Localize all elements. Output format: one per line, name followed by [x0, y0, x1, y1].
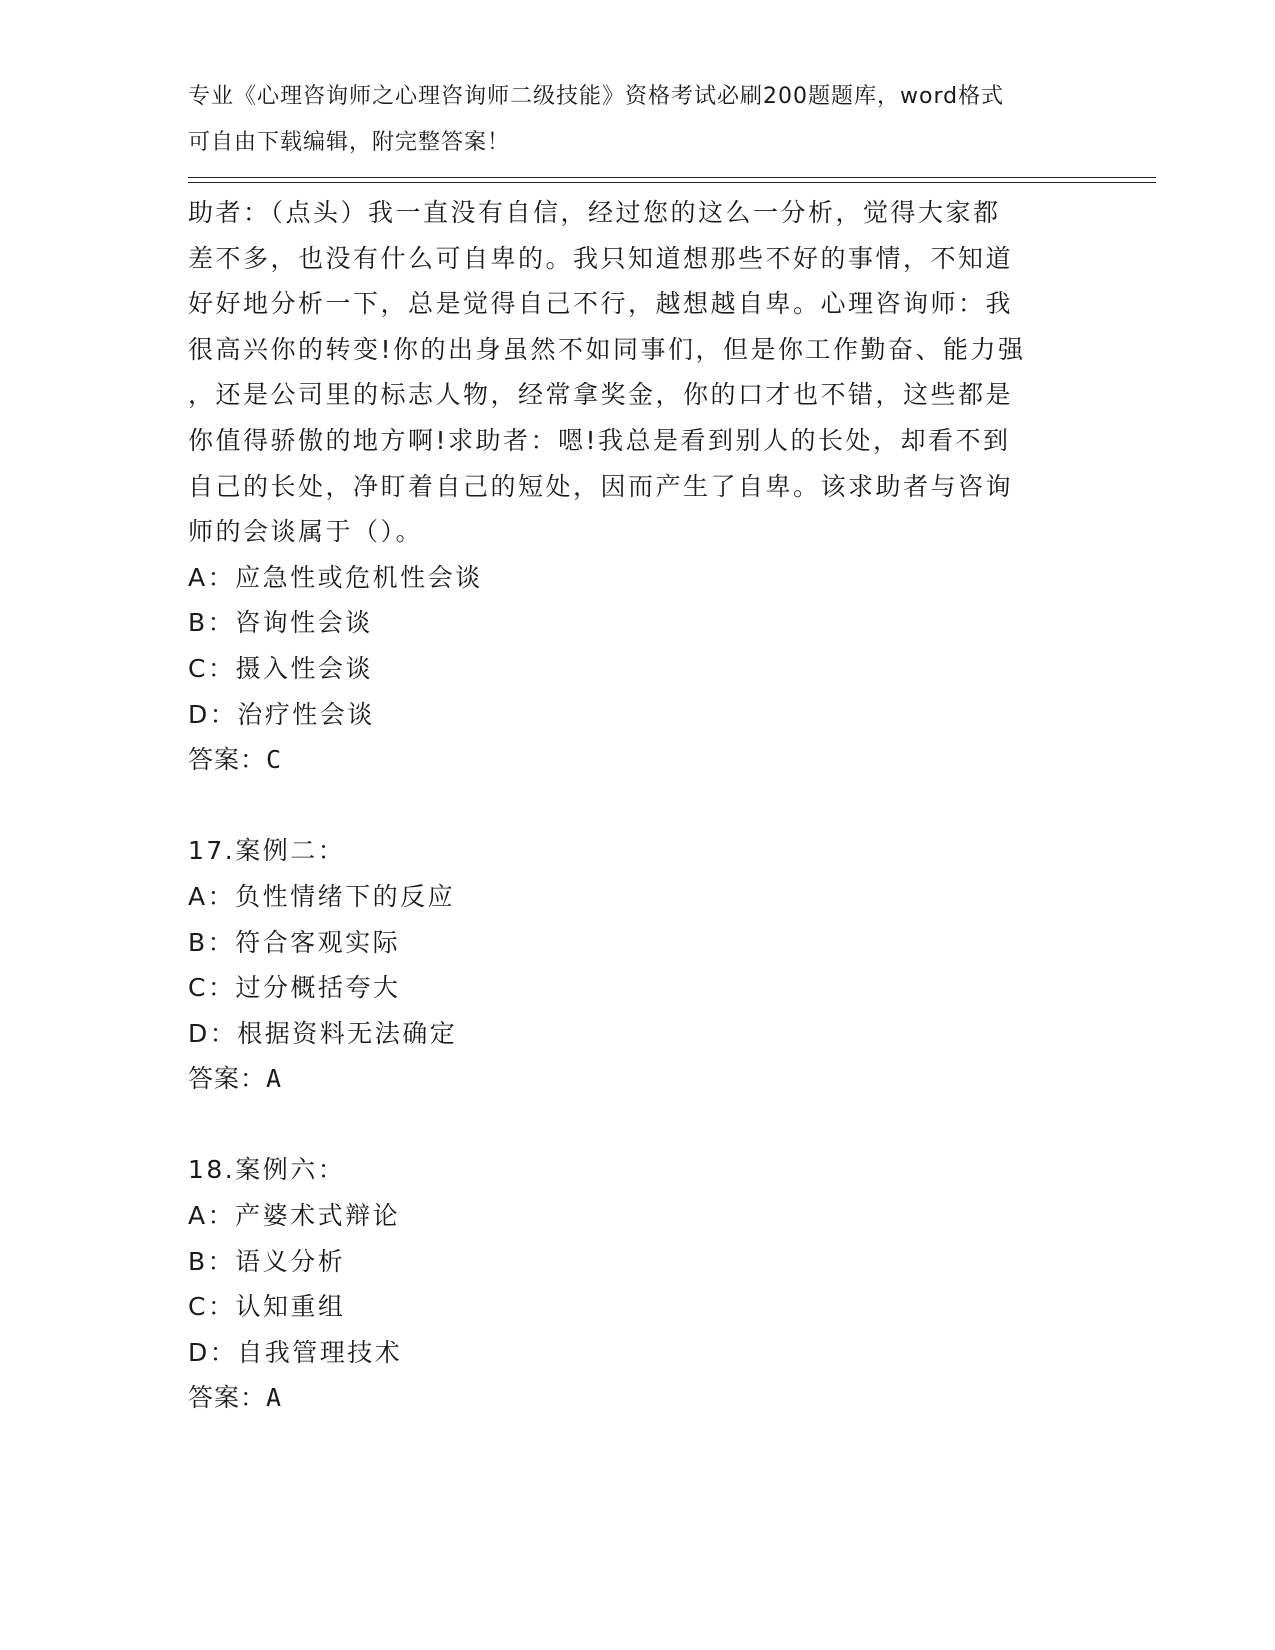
answer-value: A [266, 1383, 283, 1413]
question-stem-line: 很高兴你的转变!你的出身虽然不如同事们，但是你工作勤奋、能力强 [188, 334, 1026, 364]
header-rule-bottom [188, 182, 1156, 183]
option-c: C：过分概括夸大 [188, 973, 401, 1003]
document-header [188, 74, 1068, 165]
answer-line [188, 737, 1088, 783]
question-stem-line: 师的会谈属于（）。 [188, 517, 424, 547]
question-stem-line: 助者：（点头）我一直没有自信，经过您的这么一分析，觉得大家都 [188, 198, 1001, 227]
question-content [188, 190, 1088, 1421]
question-stem: 18.案例六： [188, 1155, 346, 1185]
answer-value: C [266, 745, 283, 775]
option-a: A：产婆术式辩论 [188, 1201, 401, 1231]
answer-line [188, 1375, 1088, 1421]
option-d: D：自我管理技术 [188, 1337, 403, 1367]
option-c: C：摄入性会谈 [188, 653, 373, 683]
option-b: B：语义分析 [188, 1246, 346, 1276]
question-18 [188, 1147, 1088, 1421]
option-d: D：根据资料无法确定 [188, 1018, 458, 1048]
option-b: B：符合客观实际 [188, 927, 401, 957]
answer-value: A [266, 1064, 283, 1094]
option-a: A：负性情绪下的反应 [188, 881, 456, 911]
question-stem-line: 自己的长处，净盯着自己的短处，因而产生了自卑。该求助者与咨询 [188, 471, 1014, 501]
option-a: A：应急性或危机性会谈 [188, 562, 483, 592]
option-b: B：咨询性会谈 [188, 608, 373, 638]
question-stem-line: 你值得骄傲的地方啊!求助者：嗯!我总是看到别人的长处，却看不到 [188, 425, 1011, 455]
question-stem-line: 差不多，也没有什么可自卑的。我只知道想那些不好的事情，不知道 [188, 243, 1014, 273]
question-stem: 17.案例二： [188, 836, 346, 866]
question-stem-line: ，还是公司里的标志人物，经常拿奖金，你的口才也不错，这些都是 [188, 380, 1014, 410]
option-d: D：治疗性会谈 [188, 699, 375, 729]
answer-label: 答案： [188, 1064, 267, 1094]
answer-line [188, 1056, 1088, 1102]
option-c: C：认知重组 [188, 1292, 346, 1322]
question-16 [188, 190, 1088, 783]
question-stem-line: 好好地分析一下，总是觉得自己不行，越想越自卑。心理咨询师：我 [188, 289, 1014, 319]
header-line-1: 专业《心理咨询师之心理咨询师二级技能》资格考试必刷200题题库，word格式 [188, 84, 1005, 109]
header-rule-top [188, 177, 1156, 178]
question-17 [188, 828, 1088, 1102]
header-line-2: 可自由下载编辑，附完整答案！ [188, 129, 511, 155]
answer-label: 答案： [188, 745, 267, 775]
answer-label: 答案： [188, 1383, 267, 1413]
